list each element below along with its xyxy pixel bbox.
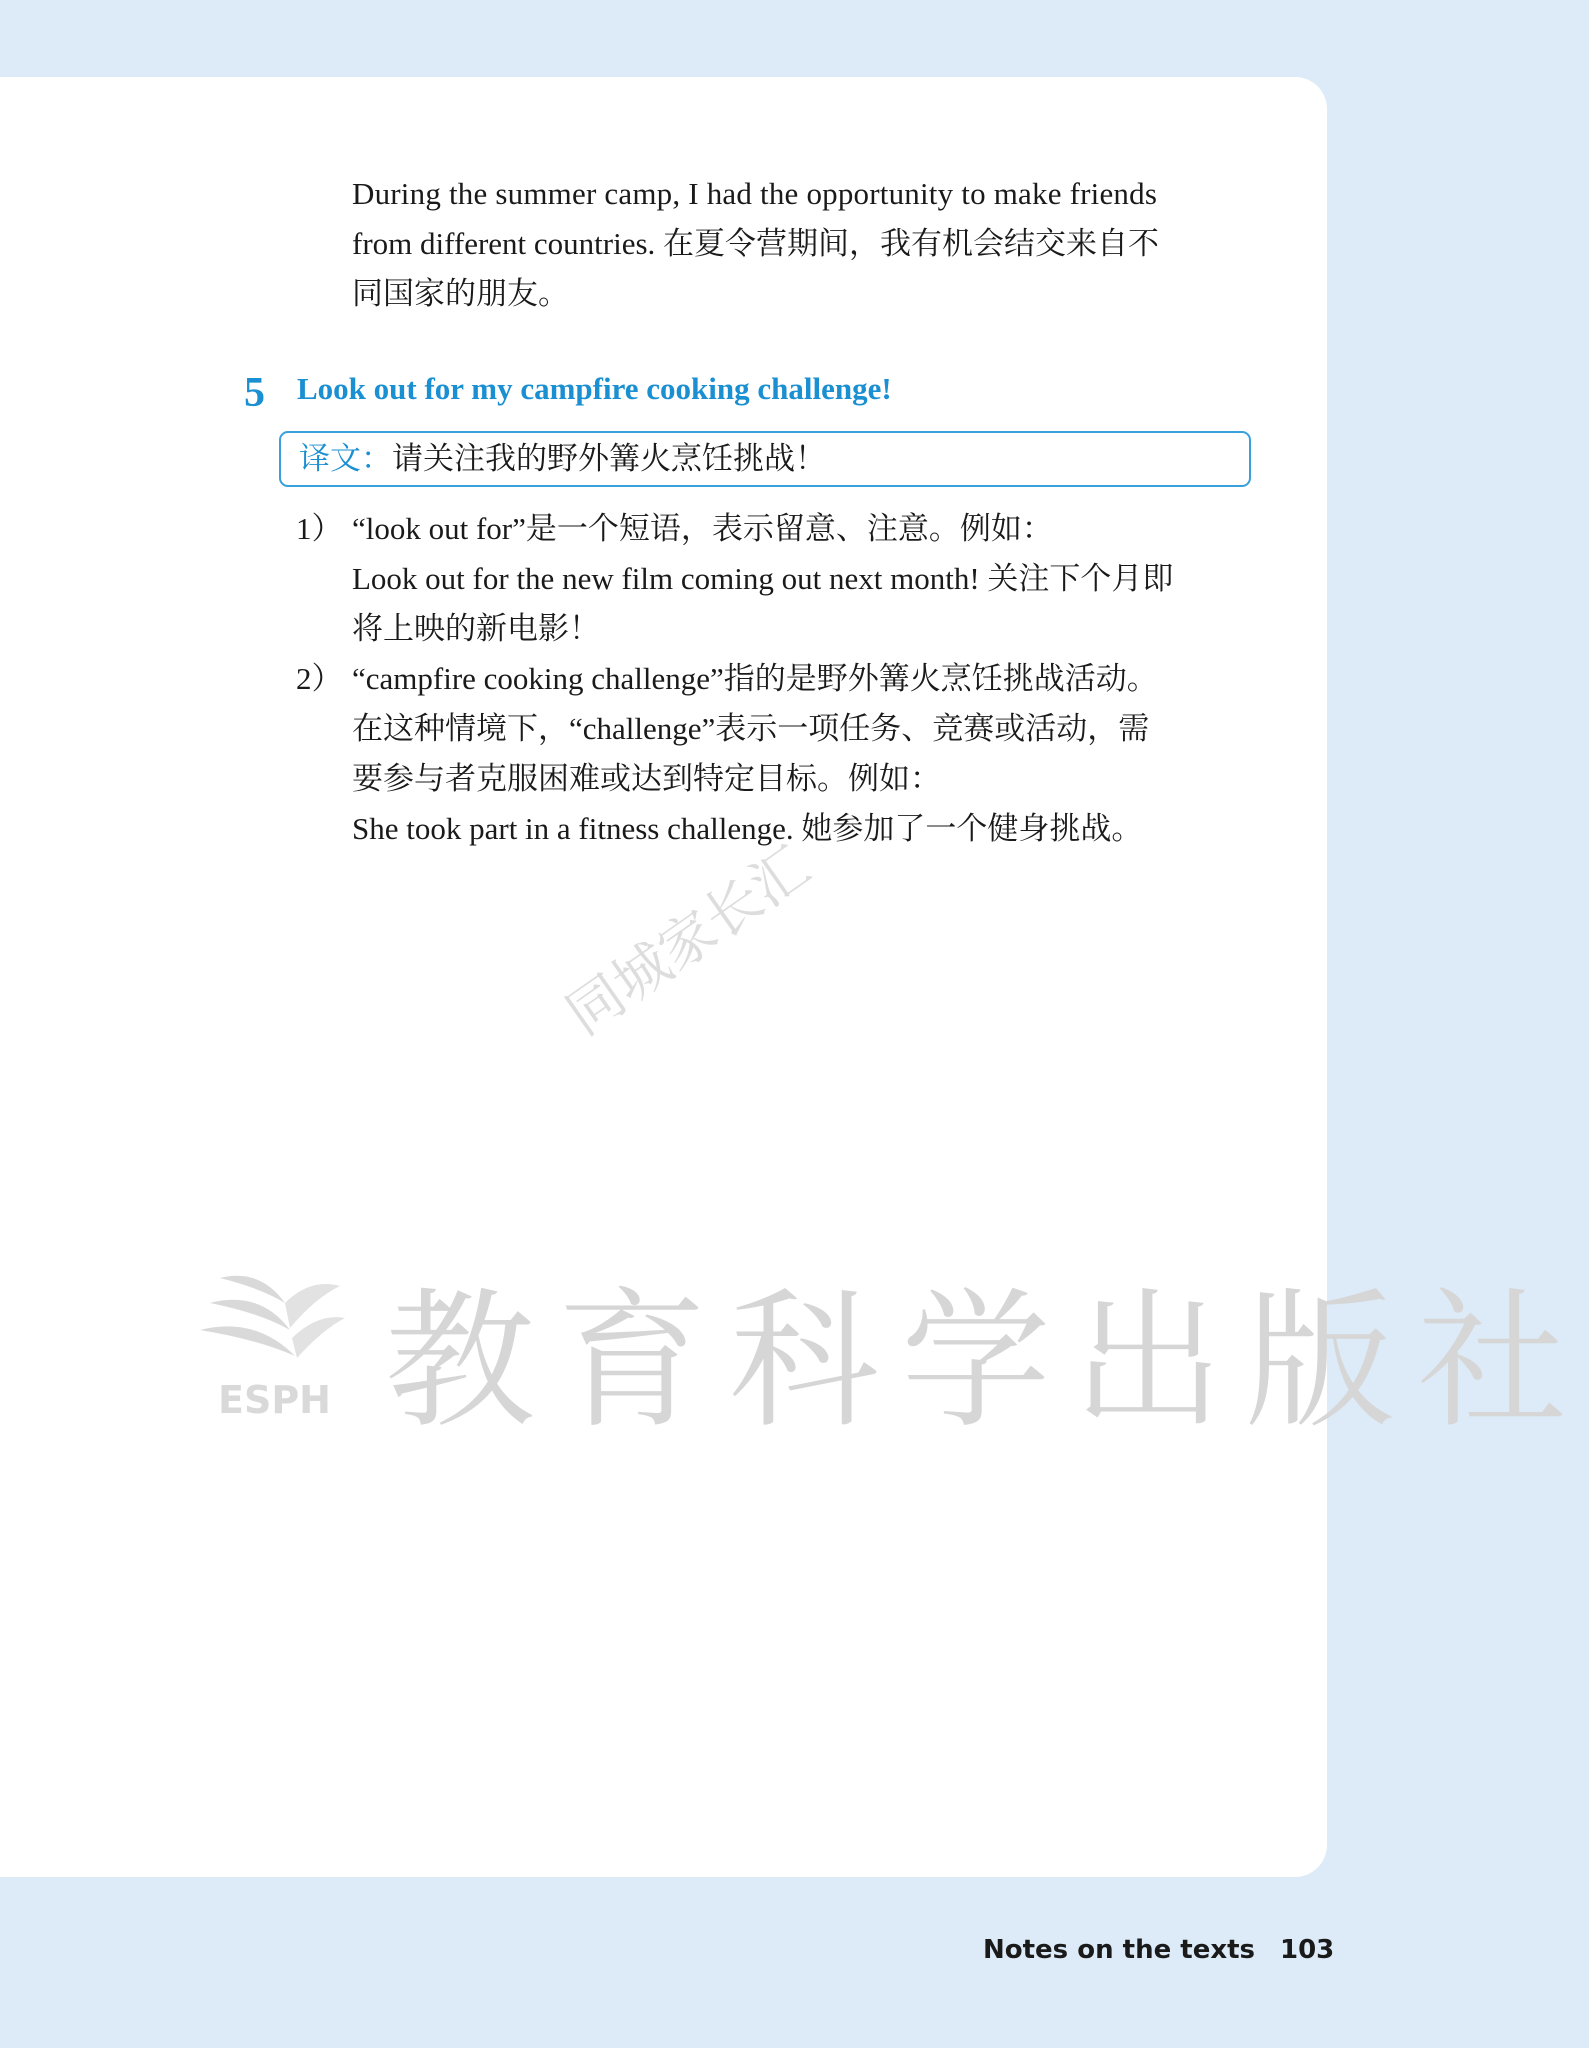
item-2-line-3: 要参与者克服困难或达到特定目标。例如： <box>352 761 941 796</box>
item-2-line-4: She took part in a fitness challenge. 她参加了一个健身挑战。 <box>352 811 1143 846</box>
item-2-line-2: 在这种情境下，“challenge”表示一项任务、竞赛或活动，需 <box>352 711 1150 746</box>
diagonal-watermark: 同城家长汇 <box>556 835 821 1048</box>
section-title: Look out for my campfire cooking challenge! <box>297 371 892 406</box>
item-1-line-2: Look out for the new film coming out next month! 关注下个月即 <box>352 561 1174 596</box>
translation-label: 译文： <box>299 441 392 476</box>
item-1-line-1: “look out for”是一个短语，表示留意、注意。例如： <box>352 511 1053 546</box>
intro-line-3: 同国家的朋友。 <box>352 276 569 311</box>
translation-box <box>279 431 1251 487</box>
item-2-number: 2） <box>296 661 343 696</box>
translation-text: 请关注我的野外篝火烹饪挑战！ <box>392 441 826 476</box>
footer-title: Notes on the texts <box>983 1935 1255 1965</box>
page-number: 103 <box>1280 1935 1335 1965</box>
section-number: 5 <box>244 370 265 416</box>
intro-line-1: During the summer camp, I had the opportunity to make friends <box>352 176 1158 211</box>
intro-line-2: from different countries. 在夏令营期间，我有机会结交来自不 <box>352 226 1160 261</box>
item-1-number: 1） <box>296 511 343 546</box>
logo-text: ESPH <box>218 1378 331 1422</box>
publisher-watermark: 教育科学出版社 <box>385 1275 1589 1449</box>
item-1-line-3: 将上映的新电影！ <box>352 611 600 646</box>
esph-logo-icon <box>190 1258 350 1423</box>
item-2-line-1: “campfire cooking challenge”指的是野外篝火烹饪挑战活动。 <box>352 661 1158 696</box>
